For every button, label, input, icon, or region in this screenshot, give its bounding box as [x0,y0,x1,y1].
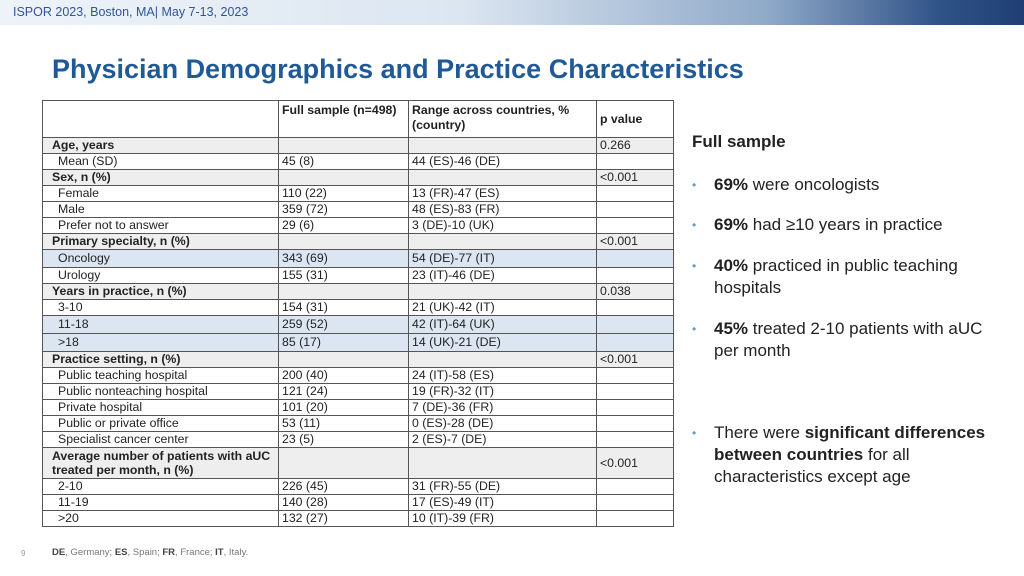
top-banner [0,0,1024,25]
range-value [409,138,597,154]
row-label: 11-19 [43,495,279,511]
table-header-row [43,101,674,138]
range-value: 48 (ES)-83 (FR) [409,202,597,218]
table-row [43,250,674,268]
table-row [43,300,674,316]
range-value: 31 (FR)-55 (DE) [409,479,597,495]
p-value [597,511,674,527]
range-value [409,234,597,250]
row-label: Primary specialty, n (%) [43,234,279,250]
table-row [43,432,674,448]
table-row [43,368,674,384]
range-value: 17 (ES)-49 (IT) [409,495,597,511]
p-value [597,495,674,511]
table-row [43,400,674,416]
table-row [43,154,674,170]
row-label: Specialist cancer center [43,432,279,448]
full-sample-value [279,234,409,250]
full-sample-value: 200 (40) [279,368,409,384]
table-section-row [43,170,674,186]
table-row [43,384,674,400]
range-value: 21 (UK)-42 (IT) [409,300,597,316]
range-value: 24 (IT)-58 (ES) [409,368,597,384]
table-row [43,186,674,202]
summary-bullet: • 69% had ≥10 years in practice [692,215,943,234]
p-value [597,400,674,416]
p-value [597,479,674,495]
p-value: <0.001 [597,448,674,479]
p-value: <0.001 [597,234,674,250]
range-value: 19 (FR)-32 (IT) [409,384,597,400]
full-sample-value: 343 (69) [279,250,409,268]
table-section-row [43,448,674,479]
bullet-icon: • [692,178,697,192]
summary-bullet: • 40% practiced in public teaching hospitals [692,256,958,297]
table-row [43,316,674,334]
table-row [43,416,674,432]
table-section-row [43,138,674,154]
header-cell-p-value: p value [597,101,674,138]
bullet-icon: • [692,218,697,232]
row-label: Public teaching hospital [43,368,279,384]
full-sample-value: 45 (8) [279,154,409,170]
full-sample-value: 359 (72) [279,202,409,218]
summary-bullet: • 69% were oncologists [692,175,880,194]
p-value [597,218,674,234]
p-value [597,384,674,400]
p-value [597,368,674,384]
summary-heading: Full sample [692,132,786,151]
p-value [597,416,674,432]
footnote: DE, Germany; ES, Spain; FR, France; IT, Italy. [52,547,249,558]
header-cell-label [43,101,279,138]
full-sample-value: 140 (28) [279,495,409,511]
full-sample-value [279,352,409,368]
range-value: 3 (DE)-10 (UK) [409,218,597,234]
full-sample-value: 226 (45) [279,479,409,495]
row-label: Average number of patients with aUC treated per month, n (%) [43,448,279,479]
full-sample-value: 101 (20) [279,400,409,416]
range-value: 2 (ES)-7 (DE) [409,432,597,448]
row-label: Public nonteaching hospital [43,384,279,400]
bullet-icon: • [692,426,697,440]
full-sample-value [279,138,409,154]
table-row [43,479,674,495]
row-label: 11-18 [43,316,279,334]
row-label: Years in practice, n (%) [43,284,279,300]
row-label: >18 [43,334,279,352]
table-row [43,495,674,511]
p-value: 0.038 [597,284,674,300]
p-value: 0.266 [597,138,674,154]
page-title: Physician Demographics and Practice Characteristics [52,54,744,84]
table-section-row [43,352,674,368]
table-section-row [43,234,674,250]
conference-label: ISPOR 2023, Boston, MA| May 7-13, 2023 [13,5,249,19]
range-value: 0 (ES)-28 (DE) [409,416,597,432]
p-value [597,186,674,202]
summary-bullet-differences: • There were significant differences between countries for all characteristics except age [692,423,986,486]
row-label: Female [43,186,279,202]
range-value: 54 (DE)-77 (IT) [409,250,597,268]
row-label: Sex, n (%) [43,170,279,186]
range-value: 10 (IT)-39 (FR) [409,511,597,527]
row-label: >20 [43,511,279,527]
range-value: 44 (ES)-46 (DE) [409,154,597,170]
full-sample-value: 53 (11) [279,416,409,432]
row-label: Urology [43,268,279,284]
full-sample-value: 29 (6) [279,218,409,234]
full-sample-value [279,170,409,186]
range-value [409,448,597,479]
p-value: <0.001 [597,352,674,368]
demographics-table [42,100,674,527]
p-value [597,202,674,218]
table-row [43,218,674,234]
p-value [597,300,674,316]
range-value: 7 (DE)-36 (FR) [409,400,597,416]
table-section-row [43,284,674,300]
p-value [597,334,674,352]
row-label: Mean (SD) [43,154,279,170]
table-row [43,334,674,352]
p-value [597,268,674,284]
header-cell-range: Range across countries, % (country) [409,101,597,138]
table-row [43,202,674,218]
p-value [597,154,674,170]
range-value [409,170,597,186]
range-value: 13 (FR)-47 (ES) [409,186,597,202]
table-row [43,268,674,284]
full-sample-value: 155 (31) [279,268,409,284]
full-sample-value: 132 (27) [279,511,409,527]
row-label: 2-10 [43,479,279,495]
row-label: Prefer not to answer [43,218,279,234]
row-label: Male [43,202,279,218]
range-value: 42 (IT)-64 (UK) [409,316,597,334]
header-cell-full-sample: Full sample (n=498) [279,101,409,138]
full-sample-value: 110 (22) [279,186,409,202]
row-label: Public or private office [43,416,279,432]
full-sample-value [279,284,409,300]
p-value: <0.001 [597,170,674,186]
bullet-icon: • [692,259,697,273]
row-label: Practice setting, n (%) [43,352,279,368]
full-sample-value: 23 (5) [279,432,409,448]
page-number: 9 [21,549,26,558]
bullet-icon: • [692,322,697,336]
p-value [597,316,674,334]
full-sample-value: 121 (24) [279,384,409,400]
p-value [597,432,674,448]
range-value [409,284,597,300]
row-label: Private hospital [43,400,279,416]
row-label: Age, years [43,138,279,154]
full-sample-value: 259 (52) [279,316,409,334]
full-sample-value: 154 (31) [279,300,409,316]
row-label: Oncology [43,250,279,268]
summary-bullet: • 45% treated 2-10 patients with aUC per month [692,319,983,360]
table-row [43,511,674,527]
range-value: 23 (IT)-46 (DE) [409,268,597,284]
row-label: 3-10 [43,300,279,316]
range-value [409,352,597,368]
p-value [597,250,674,268]
full-sample-value: 85 (17) [279,334,409,352]
full-sample-value [279,448,409,479]
summary-panel [692,132,1012,486]
range-value: 14 (UK)-21 (DE) [409,334,597,352]
